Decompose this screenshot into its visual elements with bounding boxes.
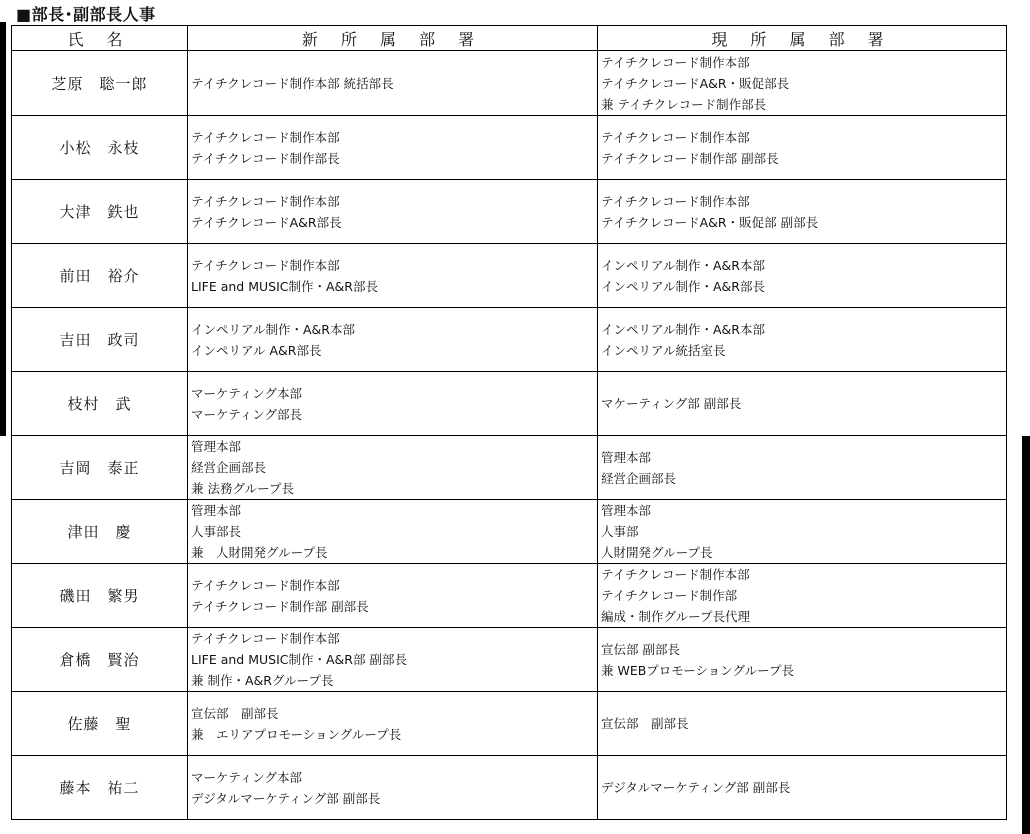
person-name: 津田 慶 <box>12 500 188 564</box>
table-row <box>12 308 1007 372</box>
current-department-line: インペリアル制作・A&R本部 <box>601 321 765 337</box>
table-row <box>12 116 1007 180</box>
current-department-cell <box>598 628 1007 692</box>
current-department-line: テイチクレコードA&R・販促部 副部長 <box>601 214 819 230</box>
current-department-line: 兼 テイチクレコード制作部長 <box>601 96 767 112</box>
table-row <box>12 436 1007 500</box>
new-department-cell <box>188 436 598 500</box>
header-new-department: 新 所 属 部 署 <box>188 26 598 51</box>
new-department-line: 兼 制作・A&Rグループ長 <box>191 673 334 688</box>
new-department-line: テイチクレコード制作本部 <box>191 193 340 209</box>
new-department-line: マーケティング部長 <box>191 406 303 422</box>
table-row <box>12 756 1007 820</box>
person-name: 芝原 聡一郎 <box>12 51 188 116</box>
person-name: 小松 永枝 <box>12 116 188 180</box>
new-department-cell <box>188 628 598 692</box>
current-department-cell <box>598 51 1007 116</box>
new-department-cell <box>188 244 598 308</box>
new-department-line: 兼 法務グループ長 <box>191 481 294 496</box>
personnel-table <box>11 25 1007 820</box>
new-department-cell <box>188 500 598 564</box>
table-row <box>12 372 1007 436</box>
current-department-cell <box>598 244 1007 308</box>
new-department-line: テイチクレコード制作部 副部長 <box>191 598 369 614</box>
new-department-line: テイチクレコード制作本部 統括部長 <box>191 75 394 91</box>
new-department-line: テイチクレコード制作部長 <box>191 150 340 166</box>
new-department-cell <box>188 692 598 756</box>
table-row <box>12 564 1007 628</box>
new-department-cell <box>188 180 598 244</box>
current-department-line: インペリアル制作・A&R部長 <box>601 278 765 294</box>
new-department-line: 人事部長 <box>191 524 242 539</box>
table-row <box>12 180 1007 244</box>
current-department-cell <box>598 692 1007 756</box>
new-department-line: LIFE and MUSIC制作・A&R部 副部長 <box>191 652 407 667</box>
person-name: 藤本 祐二 <box>12 756 188 820</box>
table-row <box>12 51 1007 116</box>
person-name: 倉橋 賢治 <box>12 628 188 692</box>
current-department-line: デジタルマーケティング部 副部長 <box>601 780 791 795</box>
right-edge-bar <box>1022 436 1030 834</box>
new-department-cell <box>188 51 598 116</box>
current-department-line: 管理本部 <box>601 449 652 465</box>
new-department-cell <box>188 308 598 372</box>
new-department-cell <box>188 372 598 436</box>
table-row <box>12 500 1007 564</box>
table-row <box>12 628 1007 692</box>
new-department-line: インペリアル A&R部長 <box>191 342 322 358</box>
new-department-line: テイチクレコード制作本部 <box>191 631 340 646</box>
current-department-line: テイチクレコード制作部 <box>601 588 738 603</box>
table-row <box>12 244 1007 308</box>
new-department-line: テイチクレコード制作本部 <box>191 577 340 593</box>
current-department-line: テイチクレコードA&R・販促部長 <box>601 75 790 91</box>
current-department-line: 人財開発グループ長 <box>601 545 713 560</box>
current-department-line: 経営企画部長 <box>601 470 677 486</box>
new-department-line: デジタルマーケティング部 副部長 <box>191 790 381 806</box>
new-department-line: LIFE and MUSIC制作・A&R部長 <box>191 278 378 294</box>
current-department-cell <box>598 180 1007 244</box>
current-department-cell <box>598 564 1007 628</box>
new-department-line: 兼 エリアプロモーショングループ長 <box>191 726 402 742</box>
header-current-department: 現 所 属 部 署 <box>598 26 1007 51</box>
new-department-line: インペリアル制作・A&R本部 <box>191 321 355 337</box>
person-name: 磯田 繁男 <box>12 564 188 628</box>
person-name: 大津 鉄也 <box>12 180 188 244</box>
new-department-line: テイチクレコードA&R部長 <box>191 214 342 230</box>
person-name: 佐藤 聖 <box>12 692 188 756</box>
current-department-line: 兼 WEBプロモーショングループ長 <box>601 662 795 678</box>
new-department-line: マーケティング本部 <box>191 385 303 401</box>
current-department-line: インペリアル統括室長 <box>601 342 726 358</box>
new-department-cell <box>188 116 598 180</box>
new-department-line: テイチクレコード制作本部 <box>191 129 340 145</box>
page-title: ■部長･副部長人事 <box>16 5 156 24</box>
current-department-cell <box>598 116 1007 180</box>
person-name: 吉岡 泰正 <box>12 436 188 500</box>
new-department-line: マーケティング本部 <box>191 769 303 785</box>
new-department-line: テイチクレコード制作本部 <box>191 257 340 273</box>
current-department-line: 宣伝部 副部長 <box>601 641 680 657</box>
current-department-line: テイチクレコード制作本部 <box>601 193 750 209</box>
current-department-cell <box>598 308 1007 372</box>
new-department-line: 管理本部 <box>191 503 242 518</box>
new-department-line: 兼 人財開発グループ長 <box>191 545 328 560</box>
current-department-line: 管理本部 <box>601 503 652 518</box>
header-row <box>12 26 1007 51</box>
person-name: 枝村 武 <box>12 372 188 436</box>
current-department-line: マケーティング部 副部長 <box>601 396 742 411</box>
header-name: 氏 名 <box>12 26 188 51</box>
table-row <box>12 692 1007 756</box>
new-department-line: 経営企画部長 <box>191 460 267 475</box>
current-department-line: 人事部 <box>601 524 639 539</box>
current-department-line: インペリアル制作・A&R本部 <box>601 257 765 273</box>
current-department-cell <box>598 756 1007 820</box>
new-department-cell <box>188 564 598 628</box>
current-department-line: テイチクレコード制作部 副部長 <box>601 150 779 166</box>
current-department-line: 宣伝部 副部長 <box>601 716 689 731</box>
current-department-cell <box>598 500 1007 564</box>
new-department-cell <box>188 756 598 820</box>
current-department-cell <box>598 436 1007 500</box>
current-department-line: テイチクレコード制作本部 <box>601 567 750 582</box>
current-department-line: テイチクレコード制作本部 <box>601 54 750 70</box>
person-name: 前田 裕介 <box>12 244 188 308</box>
current-department-cell <box>598 372 1007 436</box>
new-department-line: 管理本部 <box>191 439 242 454</box>
new-department-line: 宣伝部 副部長 <box>191 705 279 721</box>
current-department-line: テイチクレコード制作本部 <box>601 129 750 145</box>
left-edge-bar <box>0 22 6 436</box>
current-department-line: 編成・制作グループ長代理 <box>601 609 751 624</box>
person-name: 吉田 政司 <box>12 308 188 372</box>
